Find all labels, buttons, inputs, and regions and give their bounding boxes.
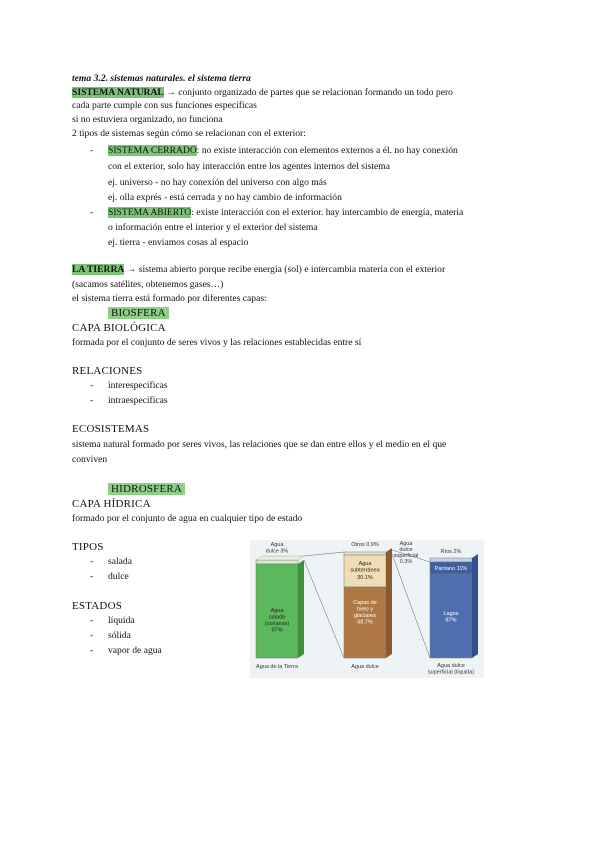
sistema-abierto-highlight: SISTEMA ABIERTO xyxy=(108,207,192,218)
bar-superficial-side xyxy=(472,554,478,658)
example-line: ej. olla exprés - está cerrada y no hay cambio de información xyxy=(108,192,342,203)
label-87: 87% xyxy=(445,617,457,624)
label-agua-salada: Agua xyxy=(270,608,284,614)
page-title: tema 3.2. sistemas naturales. el sistema tierra xyxy=(72,73,251,84)
connector-line xyxy=(392,554,430,658)
label-30: 30.1% xyxy=(357,575,373,581)
sistema-cerrado-highlight: SISTEMA CERRADO xyxy=(108,145,197,156)
example-line: ej. universo - no hay conexión del universo con algo más xyxy=(108,177,327,188)
bullet-dash: - xyxy=(90,556,94,567)
list-item: dulce xyxy=(108,571,129,582)
cerrado-def: : no existe interacción con elementos externos a él. no hay conexión xyxy=(196,145,458,156)
ecosistemas-heading: ECOSISTEMAS xyxy=(72,423,150,435)
label-agua-subterranea: Agua xyxy=(358,561,372,567)
list-item: intraespecíficas xyxy=(108,395,168,406)
label-otros: Otros 0.9% xyxy=(351,542,379,548)
label-glaciares: glaciares xyxy=(353,613,377,619)
text-line: conviven xyxy=(72,454,108,465)
bar-rios xyxy=(430,558,472,562)
estados-heading: ESTADOS xyxy=(72,600,123,612)
capa-biologica-heading: CAPA BIOLÓGICA xyxy=(72,322,166,334)
label-capas: Capas de xyxy=(353,600,377,606)
label-rios: Ríos 2% xyxy=(440,549,462,555)
label-97: 97% xyxy=(271,627,283,634)
cerrado-line xyxy=(108,145,458,157)
list-item: sólida xyxy=(108,630,131,641)
text-line: el sistema tierra está formado por diferentes capas: xyxy=(72,293,267,304)
label-hielo: hielo y xyxy=(357,606,373,613)
label-subterranea: subterránea xyxy=(350,567,380,574)
tipos-heading: TIPOS xyxy=(72,541,104,553)
abierto-def: : existe interacción con el exterior. hay intercambio de energía, materia xyxy=(191,207,464,218)
bullet-dash: - xyxy=(90,630,94,641)
list-item: interespecíficas xyxy=(108,380,168,391)
label-superficial: superficial xyxy=(393,553,419,559)
hidrosfera-highlight: HIDROSFERA xyxy=(108,483,185,495)
bar-otros xyxy=(344,552,386,555)
water-distribution-graphic xyxy=(250,540,484,678)
relaciones-heading: RELACIONES xyxy=(72,365,143,377)
biosfera-highlight: BIOSFERA xyxy=(108,307,169,319)
abierto-line xyxy=(108,207,463,219)
bullet-dash: - xyxy=(90,380,94,391)
text-line: 2 tipos de sistemas según cómo se relacionan con el exterior: xyxy=(72,128,306,139)
text-line: si no estuviera organizado, no funciona xyxy=(72,114,223,125)
hidrosfera-heading xyxy=(108,483,185,495)
text-line: sistema natural formado por seres vivos, las relaciones que se dan entre ellos y el medio en el que xyxy=(72,439,447,450)
label-68: 68.7% xyxy=(357,619,373,626)
connector-line xyxy=(304,560,344,658)
list-item: salada xyxy=(108,556,132,567)
label-agua-dulce-pct: dulce 3% xyxy=(265,548,289,555)
text-line: cada parte cumple con sus funciones específicas xyxy=(72,100,257,111)
text-line: (sacamos satélites, obtenemos gases…) xyxy=(72,279,224,290)
list-item: líquida xyxy=(108,615,135,626)
example-line: ej. tierra - enviamos cosas al espacio xyxy=(108,237,249,248)
label-agua-salada-2: salada xyxy=(268,614,286,621)
connector-line xyxy=(304,552,344,556)
bar-agua-dulce-side xyxy=(386,548,392,658)
label-0-3: 0.3% xyxy=(399,559,413,565)
sistema-natural-def: → conjunto organizado de partes que se relacionan formando un todo pero xyxy=(163,87,453,98)
label-agua-dulce: Agua xyxy=(270,542,284,548)
bar-agua-dulce-top xyxy=(256,560,298,564)
bullet-dash: - xyxy=(90,615,94,626)
tierra-def: → sistema abierto porque recibe energía (sol) e intercambia materia con el exterior xyxy=(124,264,446,275)
sistema-natural-line xyxy=(72,87,453,99)
bullet-dash: - xyxy=(90,207,94,218)
bar-top-face xyxy=(256,556,304,560)
bullet-dash: - xyxy=(90,571,94,582)
tierra-line xyxy=(72,264,445,276)
text-line: con el exterior, solo hay interacción entre los agentes internos del sistema xyxy=(108,161,391,172)
label-dulce-sup: dulce xyxy=(399,547,413,553)
label-oceanos: (océanos) xyxy=(264,621,290,627)
caption-agua-tierra: Agua de la Tierra xyxy=(256,664,298,670)
bullet-dash: - xyxy=(90,645,94,656)
water-distribution-figure xyxy=(250,540,484,678)
label-pantano: Pantano 11% xyxy=(434,566,468,572)
biosfera-heading xyxy=(108,307,169,319)
bar-agua-salada-side xyxy=(298,560,304,658)
caption-liquida: superficial (líquida) xyxy=(427,669,475,676)
text-line: formada por el conjunto de seres vivos y las relaciones establecidas entre sí xyxy=(72,337,362,348)
bullet-dash: - xyxy=(90,145,94,156)
la-tierra-highlight: LA TIERRA xyxy=(72,264,125,275)
capa-hidrica-heading: CAPA HÍDRICA xyxy=(72,498,151,510)
label-lagos: Lagos xyxy=(443,611,459,617)
caption-superficial: Agua dulce xyxy=(437,663,465,669)
list-item: vapor de agua xyxy=(108,645,162,656)
text-line: formado por el conjunto de agua en cualquier tipo de estado xyxy=(72,513,303,524)
caption-agua-dulce: Agua dulce xyxy=(351,664,379,670)
bullet-dash: - xyxy=(90,395,94,406)
sistema-natural-highlight: SISTEMA NATURAL xyxy=(72,87,164,98)
text-line: o información entre el interior y el exterior del sistema xyxy=(108,222,318,233)
label-agua-sup: Agua xyxy=(399,541,413,547)
